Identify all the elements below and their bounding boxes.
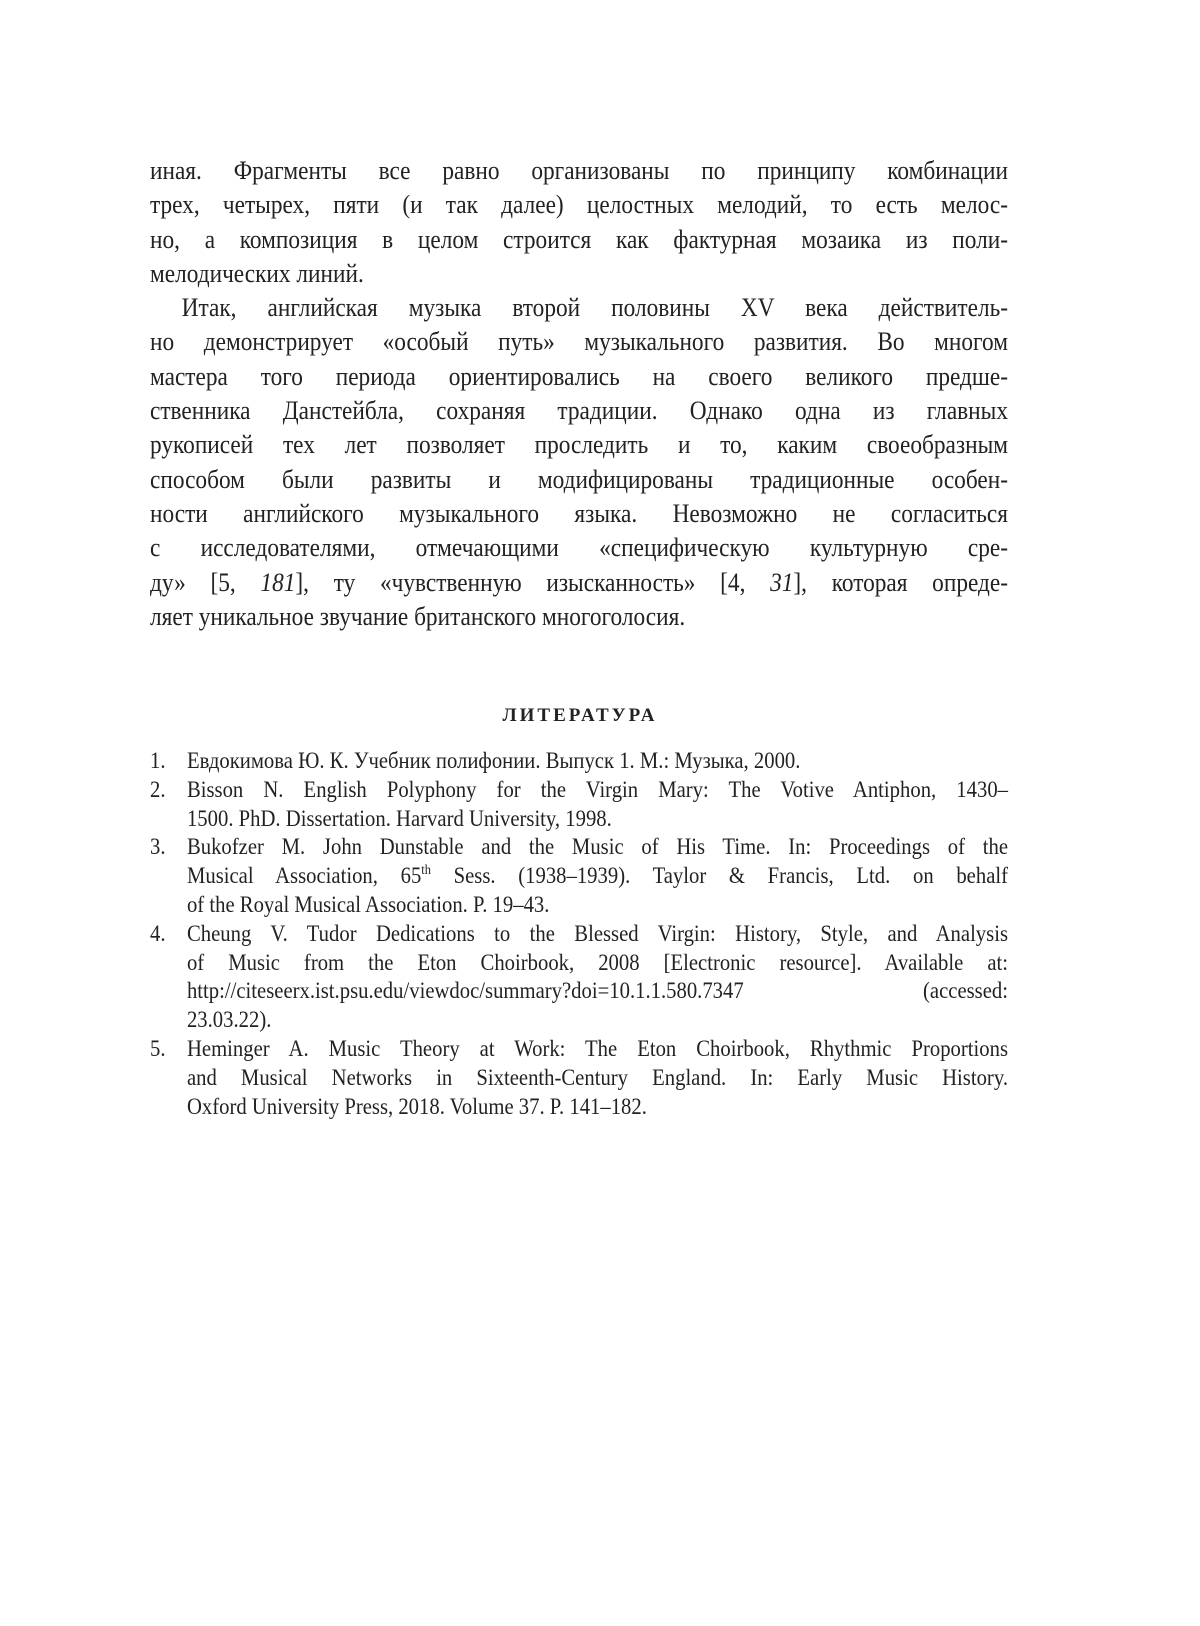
text-line-citations (150, 565, 1008, 599)
text-line: рукописей тех лет позволяет проследить и то, каким своеобразным (150, 427, 1008, 461)
reference-line: 1500. PhD. Dissertation. Harvard University, 1998. (187, 805, 1008, 834)
superscript: th (421, 862, 431, 878)
reference-number: 2. (150, 776, 166, 805)
paragraph-1 (150, 153, 1008, 290)
paragraph-2 (150, 290, 1008, 633)
reference-line: and Musical Networks in Sixteenth-Century England. In: Early Music History. (187, 1064, 1008, 1093)
text-line: Итак, английская музыка второй половины XV века действитель- (150, 290, 1008, 324)
text: ], которая опреде- (793, 567, 1008, 597)
references-heading: ЛИТЕРАТУРА (0, 705, 1160, 727)
text-line: мелодических линий. (150, 256, 1008, 290)
reference-line: Oxford University Press, 2018. Volume 37. P. 141–182. (187, 1093, 1008, 1122)
text-line: способом были развиты и модифицированы традиционные особен- (150, 462, 1008, 496)
reference-line (187, 862, 1008, 891)
references-list (150, 747, 1008, 1121)
reference-line: Евдокимова Ю. К. Учебник полифонии. Выпуск 1. М.: Музыка, 2000. (187, 747, 1008, 776)
reference-line: of Music from the Eton Choirbook, 2008 [Electronic resource]. Available at: (187, 949, 1008, 978)
reference-line: Bisson N. English Polyphony for the Virgin Mary: The Votive Antiphon, 1430– (187, 776, 1008, 805)
reference-line: Heminger A. Music Theory at Work: The Eton Choirbook, Rhythmic Proportions (187, 1035, 1008, 1064)
text: Musical Association, 65 (187, 863, 421, 889)
text: ду» [5, (150, 567, 260, 597)
text-line: иная. Фрагменты все равно организованы по принципу комбинации (150, 153, 1008, 187)
text-line: трех, четырех, пяти (и так далее) целостных мелодий, то есть мелос- (150, 187, 1008, 221)
reference-number: 5. (150, 1035, 166, 1064)
text-line: ности английского музыкального языка. Невозможно не согласиться (150, 496, 1008, 530)
reference-item (150, 747, 1008, 776)
text-line: с исследователями, отмечающими «специфическую культурную сре- (150, 530, 1008, 564)
text-line: ляет уникальное звучание британского многоголосия. (150, 599, 1008, 633)
body-text (150, 153, 1008, 633)
reference-line: http://citeseerx.ist.psu.edu/viewdoc/summary?doi=10.1.1.580.7347 (accessed: (187, 977, 1008, 1006)
text-line: но демонстрирует «особый путь» музыкального развития. Во многом (150, 324, 1008, 358)
reference-item (150, 833, 1008, 919)
reference-number: 1. (150, 747, 166, 776)
text-line: но, а композиция в целом строится как фактурная мозаика из поли- (150, 222, 1008, 256)
text-line: ственника Данстейбла, сохраняя традиции. Однако одна из главных (150, 393, 1008, 427)
text: Sess. (1938–1939). Taylor & Francis, Ltd. on behalf (431, 863, 1008, 889)
text-line: мастера того периода ориентировались на своего великого предше- (150, 359, 1008, 393)
reference-line: 23.03.22). (187, 1006, 1008, 1035)
citation-page: 31 (770, 567, 793, 597)
reference-line: Bukofzer M. John Dunstable and the Music of His Time. In: Proceedings of the (187, 833, 1008, 862)
reference-number: 4. (150, 920, 166, 949)
citation-page: 181 (260, 567, 295, 597)
reference-line: of the Royal Musical Association. P. 19–43. (187, 891, 1008, 920)
text: ], ту «чувственную изысканность» [4, (295, 567, 770, 597)
reference-item (150, 1035, 1008, 1121)
reference-item (150, 776, 1008, 834)
reference-item (150, 920, 1008, 1035)
reference-number: 3. (150, 833, 166, 862)
reference-line: Cheung V. Tudor Dedications to the Blessed Virgin: History, Style, and Analysis (187, 920, 1008, 949)
